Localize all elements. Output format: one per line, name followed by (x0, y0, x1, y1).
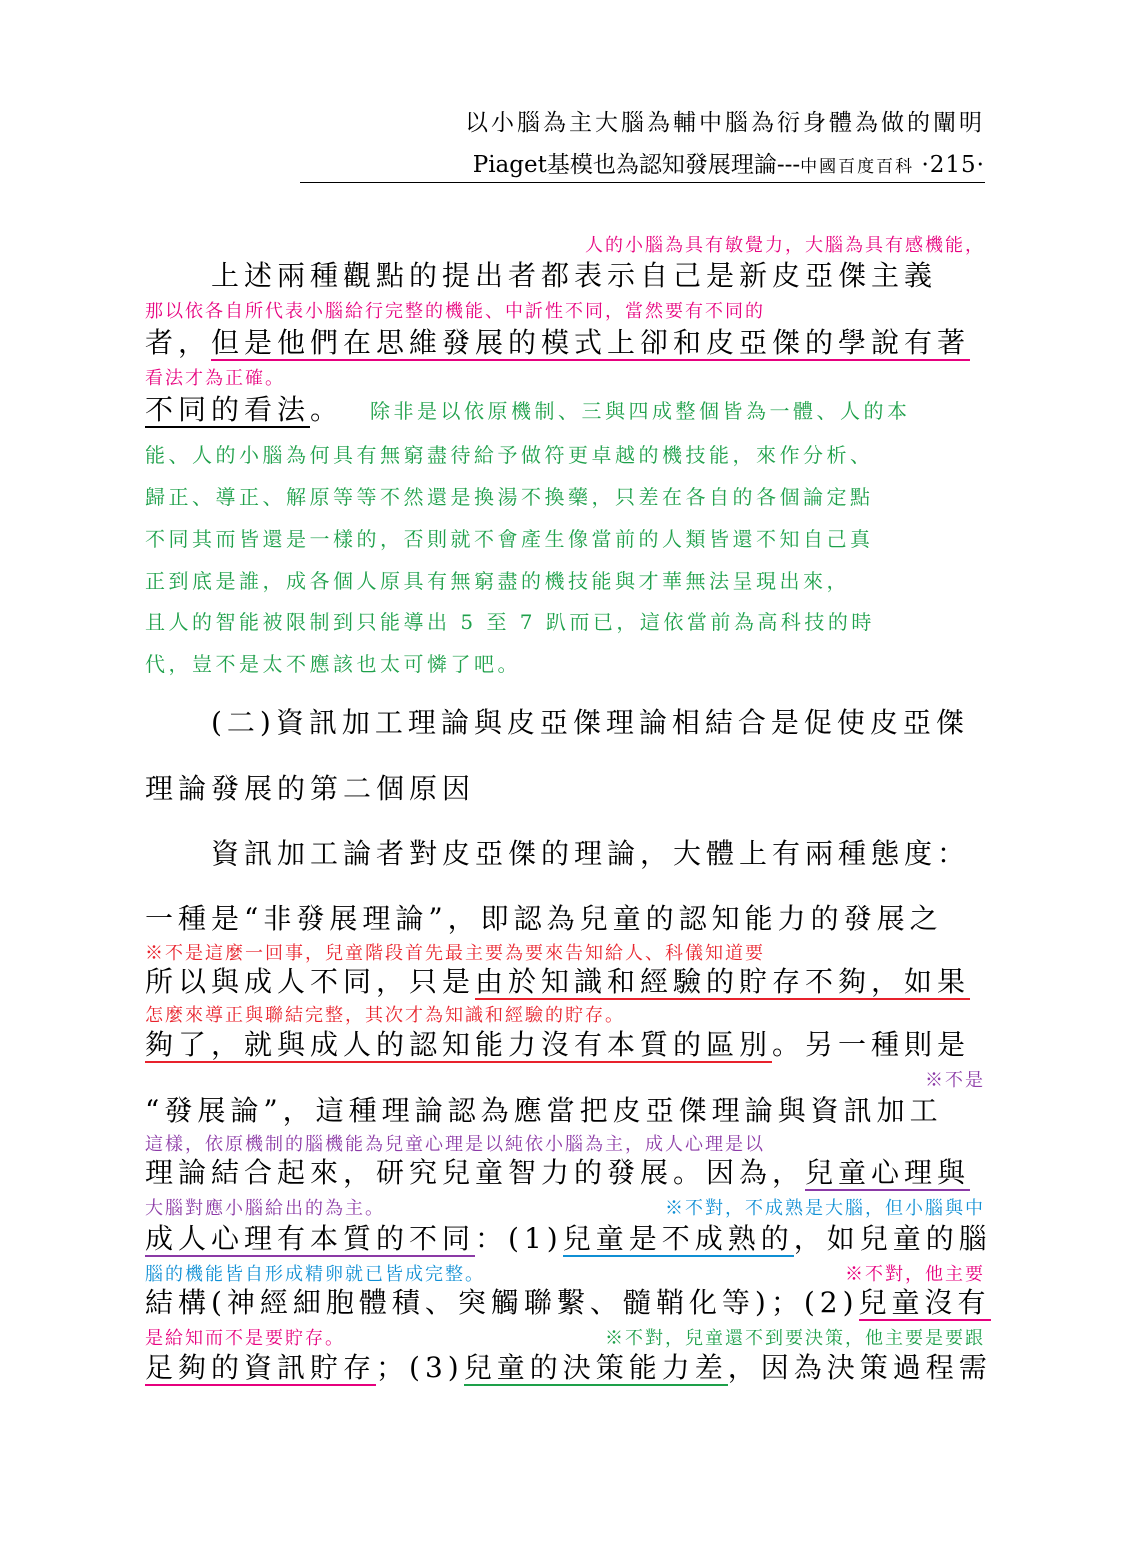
annotation-note: ※不對，兒童還不到要決策，他主要是要跟 (605, 1328, 985, 1349)
underlined-text: 兒童心理與 (805, 1156, 971, 1189)
annotation-note: 怎麼來導正與聯結完整，其次才為知識和經驗的貯存。 (145, 1005, 625, 1026)
green-commentary-line: 能、人的小腦為何具有無窮盡待給予做符更卓越的機技能，來作分析、 (145, 443, 874, 467)
body-text: 者， (145, 326, 212, 359)
green-commentary-line: 歸正、導正、解原等等不然還是換湯不換藥，只差在各自的各個論定點 (145, 485, 874, 509)
body-line: 上述兩種觀點的提出者都表示自己是新皮亞傑主義 (211, 259, 938, 292)
running-header-subtitle (300, 146, 985, 183)
annotation-note: ※不對，不成熟是大腦，但小腦與中 (665, 1198, 985, 1219)
underlined-text: 兒童是不成熟的 (562, 1222, 794, 1255)
running-header-title: 以小腦為主大腦為輔中腦為衍身體為做的闡明 (465, 110, 985, 136)
annotation-note: 這樣，依原機制的腦機能為兒童心理是以純依小腦為主，成人心理是以 (145, 1134, 765, 1155)
underlined-text: 成人心理有本質的不同 (145, 1222, 476, 1255)
body-text: 結構(神經細胞體積、突觸聯繫、髓鞘化等)；(2) (145, 1286, 859, 1319)
body-line (145, 325, 985, 361)
body-line (145, 1221, 992, 1257)
green-commentary-line: 不同其而皆還是一樣的，否則就不會產生像當前的人類皆還不知自己真 (145, 527, 874, 551)
underlined-text: 不同的看法 (145, 393, 311, 426)
annotation-note: 大腦對應小腦給出的為主。 (145, 1198, 385, 1219)
annotation-note: 是給知而不是要貯存。 (145, 1328, 345, 1349)
body-text: ：(1) (475, 1222, 563, 1255)
annotation-note: ※不對，他主要 (845, 1264, 985, 1285)
green-commentary-line: 代，豈不是太不應該也太可憐了吧。 (145, 652, 521, 676)
body-text: ；(3) (376, 1351, 464, 1384)
body-line: 資訊加工論者對皮亞傑的理論，大體上有兩種態度： (211, 837, 971, 870)
underlined-text: 兒童沒有 (858, 1286, 991, 1319)
annotation-note: 腦的機能皆自形成精卵就已皆成完整。 (145, 1264, 485, 1285)
section-heading-cont: 理論發展的第二個原因 (145, 772, 476, 805)
body-text: 。另一種則是 (772, 1028, 971, 1061)
header-source-small: 中國百度百科 (800, 157, 915, 177)
body-line (145, 1285, 991, 1321)
annotation-note: 人的小腦為具有敏覺力，大腦為具有感機能， (585, 235, 985, 256)
underlined-text: 足夠的資訊貯存 (145, 1351, 377, 1384)
body-line: 一種是“非發展理論”，即認為兒童的認知能力的發展之 (145, 902, 943, 935)
body-text: 所以與成人不同，只是 (145, 965, 476, 998)
underlined-text: 兒童的決策能力差 (463, 1351, 728, 1384)
body-line (145, 1027, 985, 1063)
green-commentary-line: 且人的智能被限制到只能導出 5 至 7 趴而已，這依當前為高科技的時 (145, 610, 875, 634)
body-line (145, 1155, 985, 1191)
section-heading: (二)資訊加工理論與皮亞傑理論相結合是促使皮亞傑 (211, 706, 969, 739)
body-line: “發展論”，這種理論認為應當把皮亞傑理論與資訊加工 (145, 1094, 943, 1127)
body-line (145, 1350, 992, 1386)
underlined-text: 但是他們在思維發展的模式上卻和皮亞傑的學說有著 (211, 326, 971, 359)
body-text: ，因為決策過程需 (727, 1351, 992, 1384)
body-text: 。 (310, 393, 344, 426)
green-commentary-line: 正到底是誰，成各個人原具有無窮盡的機技能與才華無法呈現出來， (145, 569, 850, 593)
underlined-text: 夠了，就與成人的認知能力沒有本質的區別 (145, 1028, 773, 1061)
annotation-note: ※不是 (925, 1070, 985, 1091)
green-commentary-lead: 除非是以依原機制、三與四成整個皆為一體、人的本 (370, 399, 911, 423)
body-line (145, 964, 985, 1000)
page-number: ·215· (921, 152, 985, 178)
body-text: 理論結合起來，研究兒童智力的發展。因為， (145, 1156, 806, 1189)
underlined-text: 由於知識和經驗的貯存不夠，如果 (475, 965, 971, 998)
header-source-main: Piaget基模也為認知發展理論--- (472, 152, 801, 178)
body-text: ，如兒童的腦 (793, 1222, 992, 1255)
annotation-note: ※不是這麼一回事，兒童階段首先最主要為要來告知給人、科儀知道要 (145, 943, 765, 964)
annotation-note: 看法才為正確。 (145, 368, 285, 389)
annotation-note: 那以依各自所代表小腦給行完整的機能、中訢性不同，當然要有不同的 (145, 301, 765, 322)
